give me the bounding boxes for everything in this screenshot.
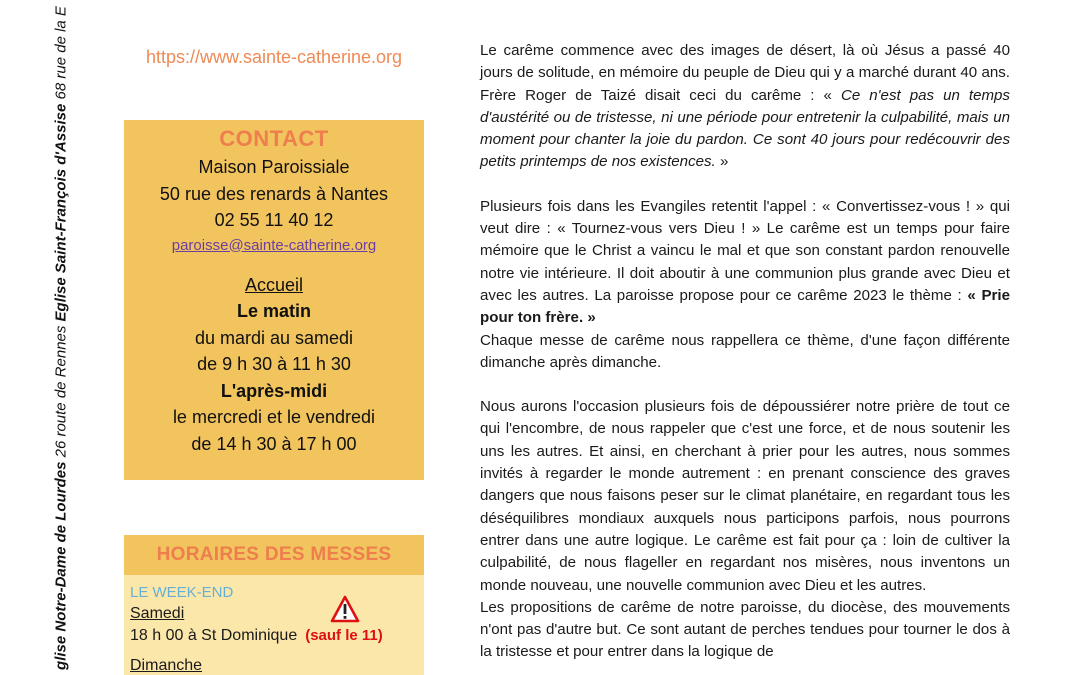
address-assise: 68 rue de la E [52,5,70,104]
vertical-address-text [53,6,70,670]
afternoon-label: L'après-midi [220,380,328,401]
address-lourdes: 26 route de Rennes [52,320,70,462]
church-name-assise: Eglise Saint-François d'Assise [52,103,70,321]
contact-address: 50 rue des renards à Nantes [159,183,389,204]
mass-schedule-box [124,535,424,675]
sunday-label: Dimanche [130,657,203,674]
weekend-label: LE WEEK-END [130,584,234,601]
article-p1-intro: Le carême commence avec des images de désert, là où Jésus a passé 40 jours de solitude, en mémoire du peuple de Dieu qui y a marché durant 40 ans. Frère Roger de Taizé disait ceci du carême : « [480,42,1010,104]
contact-title: CONTACT [219,126,329,151]
warning-triangle-icon [330,595,360,623]
article-paragraph-2b: Chaque messe de carême nous rappellera ce thème, d'une façon différente dimanche après dimanche. [480,331,1010,371]
church-name-lourdes: glise Notre-Dame de Lourdes [52,461,70,670]
article-p1-close: » [715,153,729,171]
article-paragraph-2 [480,196,1010,330]
afternoon-hours: de 14 h 30 à 17 h 00 [191,433,357,454]
article-paragraph-4: Les propositions de carême de notre paroisse, du diocèse, des mouvements n'ont pas d'autre but. Ce sont autant de perches tendues pour tourner le dos à la tristesse et pour entrer dans la logique de [480,598,1010,661]
article-paragraph-3: Nous aurons l'occasion plusieurs fois de dépoussiérer notre prière de tout ce qui l'encombre, de nous rappeler que c'est une force, et de nous soutenir les uns les autres. Et ainsi, en cherchant à prier pour les autres, nous sommes invités à regarder le monde autrement : en prenant conscience des graves dangers que nous faisons peser sur le climat planétaire, en regardant tous les déséquilibres mondiaux auxquels nous participons parfois, nous pourrons entrer dans une autre logique. Le carême est fait pour ça : loin de cultiver la culpabilité, de nous flageller en regardant nos misères, nous inventons un monde nouveau, une nouvelle communion avec Dieu et les autres. [480,398,1010,594]
morning-days: du mardi au samedi [194,327,354,348]
vertical-address-strip [50,0,72,675]
morning-hours: de 9 h 30 à 11 h 30 [197,354,351,374]
saturday-time: 18 h 00 à St Dominique [130,627,298,644]
morning-label: Le matin [236,301,311,321]
article-paragraph-1 [480,40,1010,174]
article-lent-theme: « Prie pour ton frère. » [480,286,1011,327]
accueil-label: Accueil [244,274,304,295]
contact-place: Maison Paroissiale [198,157,350,177]
parish-website-link[interactable]: https://www.sainte-catherine.org [145,47,403,67]
saturday-exception-note: (sauf le 11) [305,627,383,644]
mass-schedule-title: HORAIRES DES MESSES [124,535,424,575]
article-taize-quote: Ce n'est pas un temps d'austérité ou de tristesse, ni une période pour entretenir la culpabilité, mais un moment pour chanter la joie du pardon. Ce sont 40 jours pour redécouvrir des petits printemps de nos existences. [480,86,1010,171]
article-p2-text: Plusieurs fois dans les Evangiles retentit l'appel : « Convertissez-vous ! » qui veut dire : « Tournez-vous vers Dieu ! » Le carême est un temps pour faire mémoire que le Christ a vaincu le mal et que son constant pardon renouvelle notre vie intérieure. Il doit aboutir à une communion plus grande avec Dieu et avec les autres. La paroisse propose pour ce carême 2023 le thème : [480,197,1010,304]
contact-box [124,120,424,480]
saturday-label: Samedi [130,605,185,622]
afternoon-days: le mercredi et le vendredi [172,407,376,427]
contact-email-link[interactable]: paroisse@sainte-catherine.org [171,236,377,254]
saturday-mass-row [124,625,424,647]
lent-article [480,40,1010,664]
contact-phone: 02 55 11 40 12 [214,210,334,230]
